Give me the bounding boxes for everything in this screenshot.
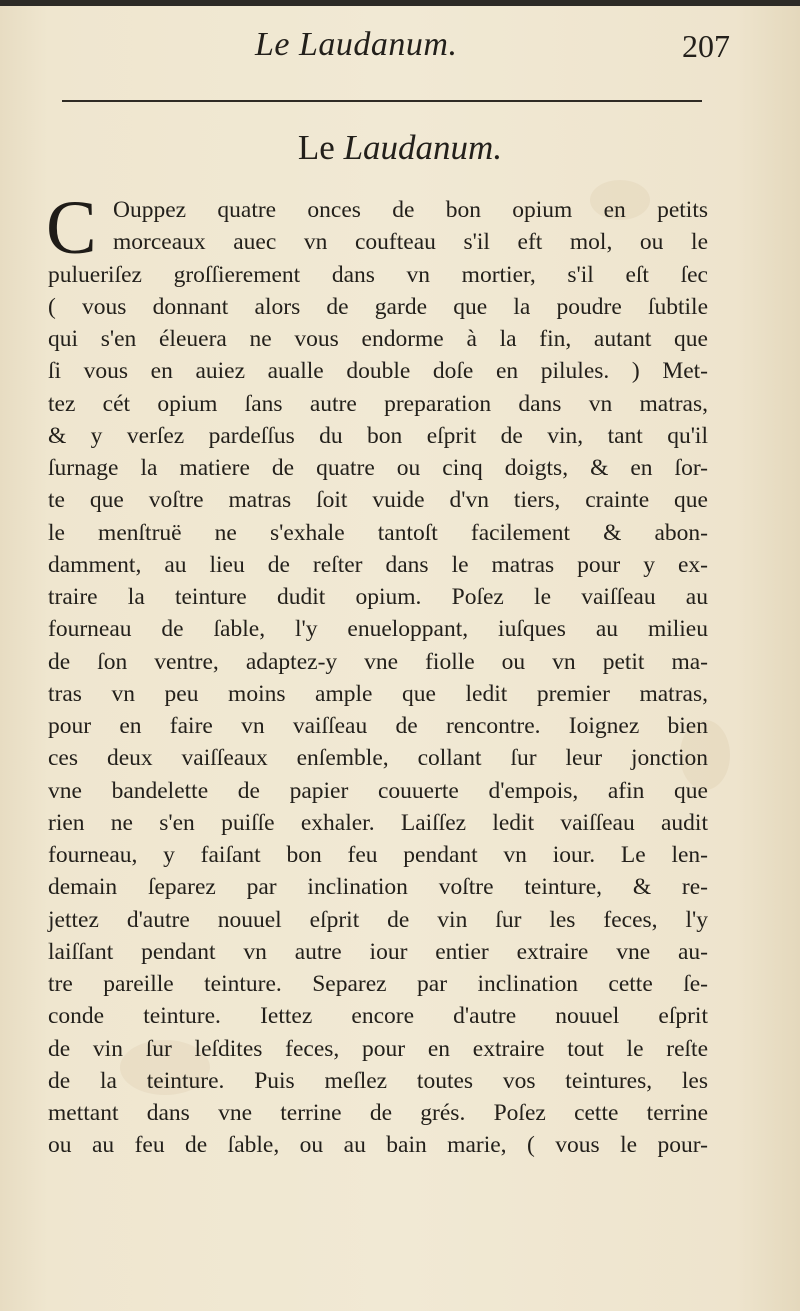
header-rule [62,100,702,102]
text-line: jettez d'autre nouuel eſprit de vin ſur les feces, l'y [48,906,708,933]
text-line: ces deux vaiſſeaux enſemble, collant ſur leur jonction [48,745,708,772]
text-line: fourneau, y faiſant bon feu pendant vn iour. Le len- [48,842,708,868]
text-line: tras vn peu moins ample que ledit premier matras, [48,680,708,707]
text-line: rien ne s'en puiſſe exhaler. Laiſſez ledit vaiſſeau audit [48,809,708,836]
text-line: laiſſant pendant vn autre iour entier extraire vne au- [48,938,708,965]
text-line: conde teinture. Iettez encore d'autre nouuel eſprit [48,1003,708,1030]
text-line: te que voſtre matras ſoit vuide d'vn tiers, crainte que [48,487,708,514]
running-title: Le Laudanum. [255,26,458,63]
text-line: de vin ſur leſdites feces, pour en extraire tout le reſte [48,1035,708,1062]
text-line: de la teinture. Puis meſlez toutes vos teintures, les [48,1067,708,1094]
text-line: damment, au lieu de reſter dans le matras pour y ex- [48,551,708,578]
text-line: ſurnage la matiere de quatre ou cinq doigts, & en ſor- [48,455,708,481]
text-line: ou au feu de ſable, ou au bain marie, ( vous le pour- [48,1132,708,1159]
text-line: & y verſez pardeſſus du bon eſprit de vin, tant qu'il [48,422,708,449]
text-line: tez cét opium ſans autre preparation dans vn matras, [48,390,708,417]
chapter-title-prefix: Le [297,128,344,167]
chapter-title-main: Laudanum. [343,128,503,167]
page-number: 207 [682,28,730,64]
page-top-edge [0,0,800,6]
text-line: morceaux auec vn coufteau s'il eft mol, ou le [113,229,708,256]
text-line: pulueriſez groſſierement dans vn mortier, s'il eſt ſec [48,261,708,288]
drop-cap: C [46,186,97,270]
text-line: mettant dans vne terrine de grés. Poſez cette terrine [48,1100,708,1126]
text-line: tre pareille teinture. Separez par inclination cette ſe- [48,971,708,997]
text-line: de ſon ventre, adaptez-y vne fiolle ou vn petit ma- [48,648,708,675]
text-line: fourneau de ſable, l'y enueloppant, iuſques au milieu [48,616,708,643]
text-line: vne bandelette de papier couuerte d'empois, afin que [48,777,708,804]
text-line: pour en faire vn vaiſſeau de rencontre. Ioignez bien [48,713,708,739]
text-line: qui s'en éleuera ne vous endorme à la fin, autant que [48,326,708,352]
text-line: le menſtruë ne s'exhale tantoſt facilement & abon- [48,519,708,546]
text-line: Ouppez quatre onces de bon opium en petits [113,197,708,223]
running-head [60,26,730,74]
text-line: traire la teinture dudit opium. Poſez le vaiſſeau au [48,584,708,610]
body-text [46,186,708,1162]
text-line: demain ſeparez par inclination voſtre teinture, & re- [48,874,708,901]
text-line: ſi vous en auiez aualle double doſe en pilules. ) Met- [48,358,708,385]
text-line: ( vous donnant alors de garde que la poudre ſubtile [48,293,708,320]
chapter-title [0,128,800,168]
